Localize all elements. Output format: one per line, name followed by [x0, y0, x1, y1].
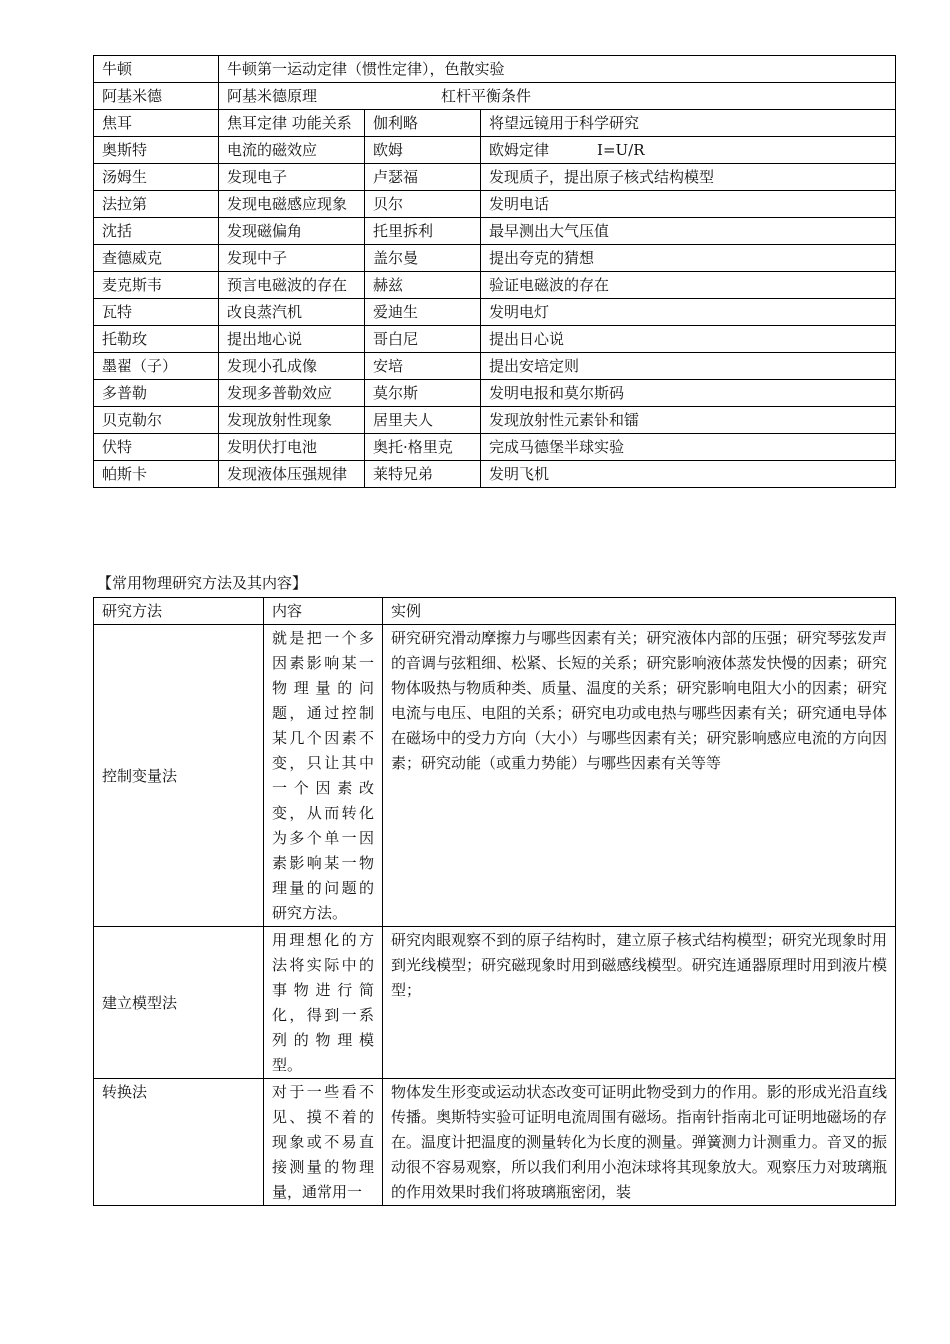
scientist-work: 提出地心说: [219, 326, 365, 353]
scientist-name: 阿基米德: [94, 83, 219, 110]
scientist-work: 发明电报和莫尔斯码: [481, 380, 896, 407]
scientists-table: [93, 55, 896, 488]
scientist-work: 发明飞机: [481, 461, 896, 488]
scientist-work: 改良蒸汽机: [219, 299, 365, 326]
table-row: [94, 164, 896, 191]
scientist-work: 发现小孔成像: [219, 353, 365, 380]
scientist-work: 牛顿第一运动定律（惯性定律），色散实验: [219, 56, 896, 83]
scientist-name: 伽利略: [365, 110, 481, 137]
scientist-name: 莱特兄弟: [365, 461, 481, 488]
scientist-work: 最早测出大气压值: [481, 218, 896, 245]
method-content: 用理想化的方法将实际中的事物进行简化，得到一系列的物理模型。: [264, 927, 383, 1079]
scientist-name: 盖尔曼: [365, 245, 481, 272]
table-row: [94, 272, 896, 299]
scientist-work: 发现电子: [219, 164, 365, 191]
scientist-work: 预言电磁波的存在: [219, 272, 365, 299]
scientist-work: 验证电磁波的存在: [481, 272, 896, 299]
scientists-table-body: [94, 56, 896, 488]
scientist-name: 瓦特: [94, 299, 219, 326]
scientist-name: 贝克勒尔: [94, 407, 219, 434]
table-row: [94, 56, 896, 83]
scientist-name: 墨翟（子）: [94, 353, 219, 380]
scientist-work: 焦耳定律 功能关系: [219, 110, 365, 137]
scientist-name: 卢瑟福: [365, 164, 481, 191]
scientist-name: 牛顿: [94, 56, 219, 83]
scientist-name: 麦克斯韦: [94, 272, 219, 299]
table-row: [94, 1079, 896, 1206]
scientist-work: 发现磁偏角: [219, 218, 365, 245]
table-row: [94, 218, 896, 245]
scientist-work: 提出日心说: [481, 326, 896, 353]
scientist-name: 托勒玫: [94, 326, 219, 353]
scientist-work: 发现质子，提出原子核式结构模型: [481, 164, 896, 191]
scientist-work: 发现液体压强规律: [219, 461, 365, 488]
table-row: [94, 434, 896, 461]
scientist-name: 莫尔斯: [365, 380, 481, 407]
table-row: [94, 191, 896, 218]
scientist-name: 法拉第: [94, 191, 219, 218]
method-content: 对于一些看不见、摸不着的现象或不易直接测量的物理量，通常用一: [264, 1079, 383, 1206]
method-example: 研究肉眼观察不到的原子结构时，建立原子核式结构模型；研究光现象时用到光线模型；研究磁现象时用到磁感线模型。研究连通器原理时用到液片模型；: [383, 927, 896, 1079]
method-example: 研究研究滑动摩擦力与哪些因素有关；研究液体内部的压强；研究琴弦发声的音调与弦粗细、松紧、长短的关系；研究影响液体蒸发快慢的因素；研究物体吸热与物质种类、质量、温度的关系；研究影响电阻大小的因素；研究电流与电压、电阻的关系；研究电功或电热与哪些因素有关；研究通电导体在磁场中的受力方向（大小）与哪些因素有关；研究影响感应电流的方向因素；研究动能（或重力势能）与哪些因素有关等等: [383, 625, 896, 927]
scientist-name: 伏特: [94, 434, 219, 461]
table-row: [94, 927, 896, 1079]
scientist-name: 奥托·格里克: [365, 434, 481, 461]
scientist-work: 发现电磁感应现象: [219, 191, 365, 218]
methods-table: [93, 597, 896, 1206]
scientist-name: 居里夫人: [365, 407, 481, 434]
scientist-name: 贝尔: [365, 191, 481, 218]
scientist-work: [219, 83, 896, 110]
method-name: 建立模型法: [94, 927, 264, 1079]
table-row: [94, 380, 896, 407]
scientist-name: 多普勒: [94, 380, 219, 407]
scientist-work: [481, 137, 896, 164]
table-row: [94, 625, 896, 927]
table-row: [94, 110, 896, 137]
table-row: [94, 461, 896, 488]
header-method: 研究方法: [94, 598, 264, 625]
method-name: 转换法: [94, 1079, 264, 1206]
scientist-name: 沈括: [94, 218, 219, 245]
scientist-work: 完成马德堡半球实验: [481, 434, 896, 461]
scientist-work-lever: 杠杆平衡条件: [441, 87, 532, 105]
method-example: 物体发生形变或运动状态改变可证明此物受到力的作用。影的形成光沿直线传播。奥斯特实验可证明电流周围有磁场。指南针指南北可证明地磁场的存在。温度计把温度的测量转化为长度的测量。弹簧测力计测重力。音叉的振动很不容易观察，所以我们利用小泡沫球将其现象放大。观察压力对玻璃瓶的作用效果时我们将玻璃瓶密闭，装: [383, 1079, 896, 1206]
table-row: [94, 245, 896, 272]
scientist-work: 发明伏打电池: [219, 434, 365, 461]
law-formula: I=U/R: [597, 141, 645, 159]
scientist-name: 哥白尼: [365, 326, 481, 353]
scientist-work: 发现放射性元素钋和镭: [481, 407, 896, 434]
table-row: [94, 137, 896, 164]
scientist-name: 汤姆生: [94, 164, 219, 191]
scientist-work: 电流的磁效应: [219, 137, 365, 164]
scientist-work: 发明电话: [481, 191, 896, 218]
scientist-name: 查德威克: [94, 245, 219, 272]
scientist-work: 提出安培定则: [481, 353, 896, 380]
section-heading: 【常用物理研究方法及其内容】: [97, 574, 308, 592]
table-header-row: [94, 598, 896, 625]
header-content: 内容: [264, 598, 383, 625]
table-row: [94, 299, 896, 326]
scientist-name: 爱迪生: [365, 299, 481, 326]
scientist-name: 托里拆利: [365, 218, 481, 245]
scientist-work: 发现多普勒效应: [219, 380, 365, 407]
scientist-name: 安培: [365, 353, 481, 380]
scientist-work: 发明电灯: [481, 299, 896, 326]
scientist-work-principle: 阿基米德原理: [227, 87, 318, 105]
methods-table-body: [94, 598, 896, 1206]
scientist-work: 将望远镜用于科学研究: [481, 110, 896, 137]
scientist-name: 焦耳: [94, 110, 219, 137]
scientist-work: 发现放射性现象: [219, 407, 365, 434]
table-row: [94, 326, 896, 353]
table-row: [94, 353, 896, 380]
table-row: [94, 83, 896, 110]
header-example: 实例: [383, 598, 896, 625]
scientist-name: 帕斯卡: [94, 461, 219, 488]
law-name: 欧姆定律: [489, 141, 550, 159]
method-content: 就是把一个多因素影响某一物理量的问题，通过控制某几个因素不变，只让其中一个因素改变，从而转化为多个单一因素影响某一物理量的问题的研究方法。: [264, 625, 383, 927]
scientist-work: 发现中子: [219, 245, 365, 272]
method-name: 控制变量法: [94, 625, 264, 927]
table-row: [94, 407, 896, 434]
scientist-name: 赫兹: [365, 272, 481, 299]
scientist-name: 欧姆: [365, 137, 481, 164]
scientist-name: 奥斯特: [94, 137, 219, 164]
scientist-work: 提出夸克的猜想: [481, 245, 896, 272]
